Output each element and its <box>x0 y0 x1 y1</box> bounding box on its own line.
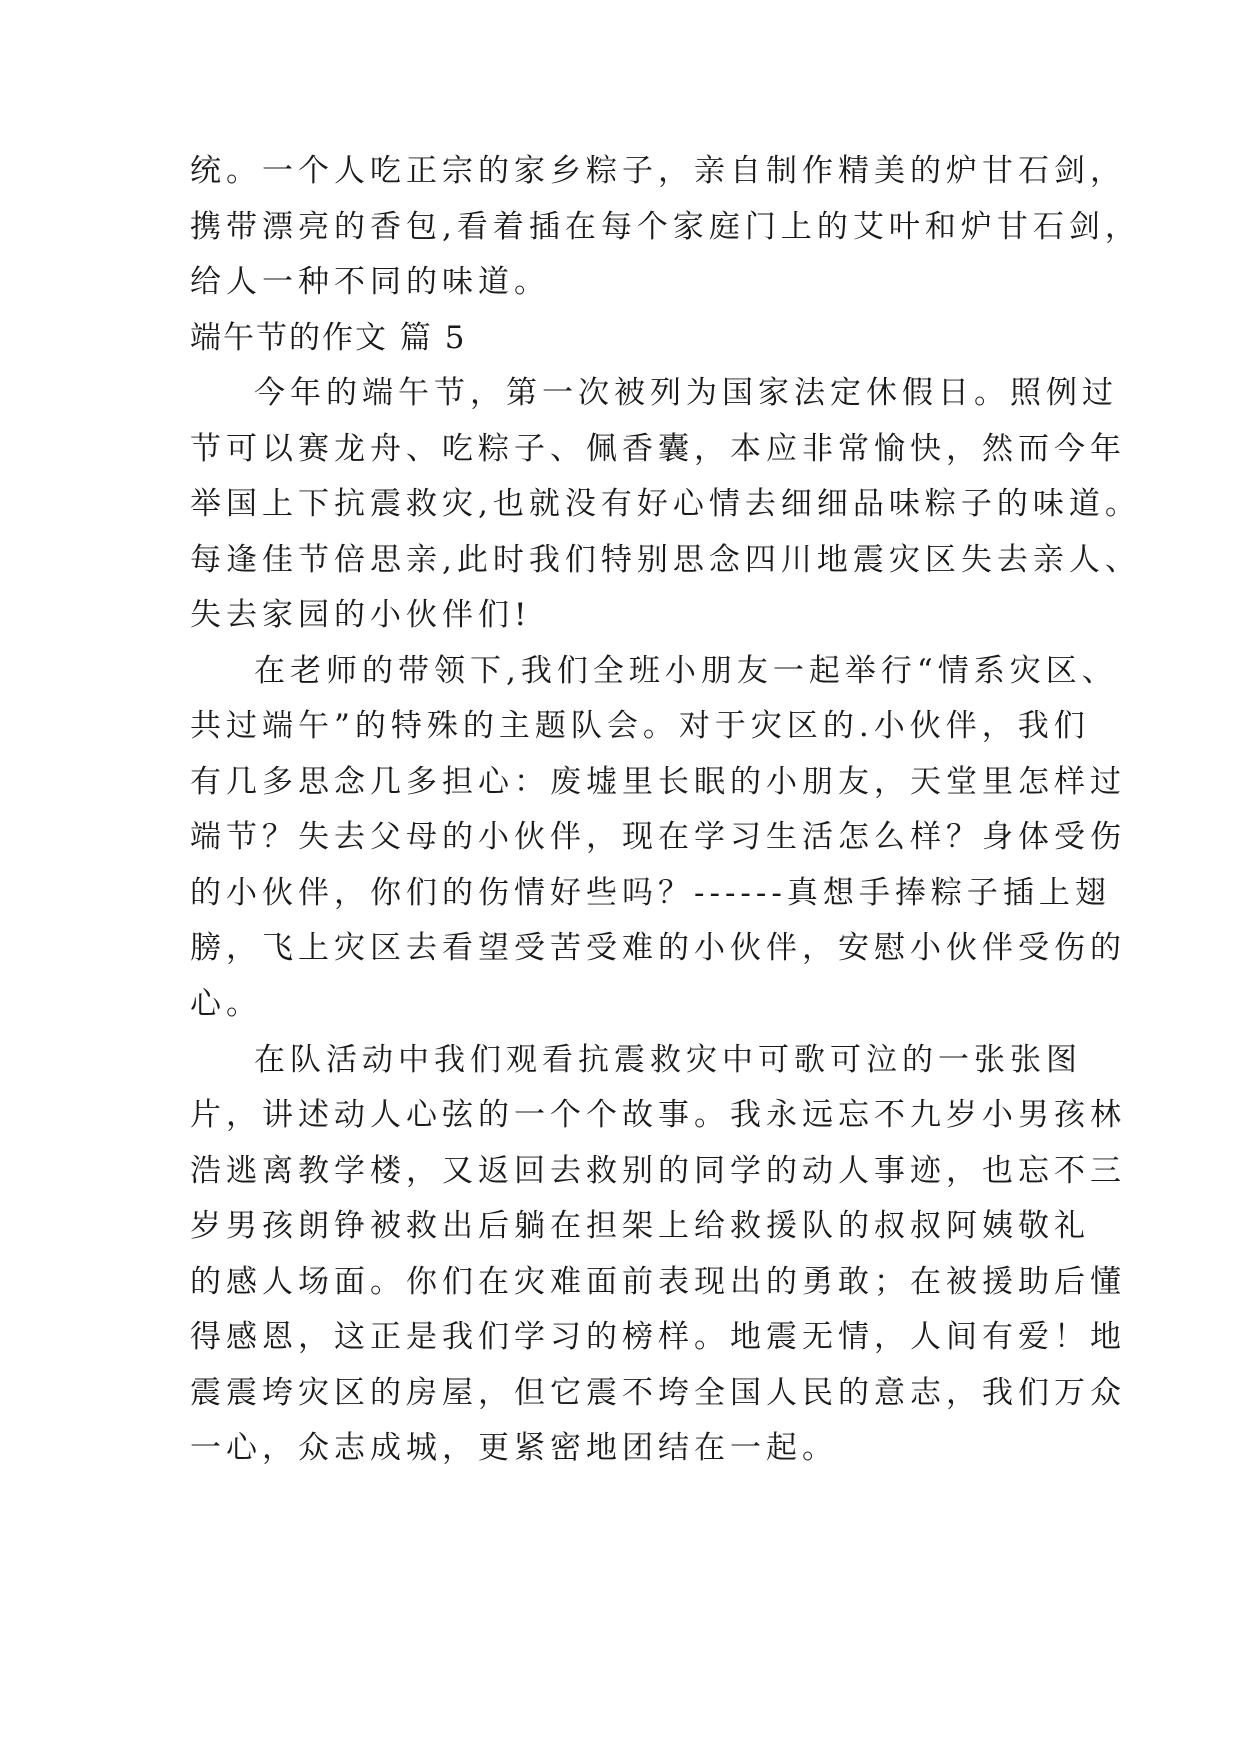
text-line: 举国上下抗震救灾,也就没有好心情去细细品味粽子的味道。 <box>190 486 1141 522</box>
paragraph-first-line: 今年的端午节，第一次被列为国家法定休假日。照例过 <box>254 375 1118 411</box>
text-line: 震震垮灾区的房屋，但它震不垮全国人民的意志，我们万众 <box>190 1375 1126 1411</box>
text-line: 端节？失去父母的小伙伴，现在学习生活怎么样？身体受伤 <box>190 819 1126 855</box>
section-heading: 端午节的作文 篇 5 <box>190 320 467 356</box>
text-line: 给人一种不同的味道。 <box>190 264 550 300</box>
text-line: 共过端午”的特殊的主题队会。对于灾区的.小伙伴，我们 <box>190 708 1090 744</box>
text-line: 的小伙伴，你们的伤情好些吗？------真想手捧粽子插上翅 <box>190 875 1111 911</box>
text-line: 统。一个人吃正宗的家乡粽子，亲自制作精美的炉甘石剑， <box>190 153 1126 189</box>
text-line: 岁男孩朗铮被救出后躺在担架上给救援队的叔叔阿姨敬礼 <box>190 1208 1090 1244</box>
text-line: 携带漂亮的香包,看着插在每个家庭门上的艾叶和炉甘石剑， <box>190 209 1141 245</box>
paragraph-first-line: 在队活动中我们观看抗震救灾中可歌可泣的一张张图 <box>254 1042 1082 1078</box>
text-line: 一心，众志成城，更紧密地团结在一起。 <box>190 1430 838 1466</box>
text-line: 有几多思念几多担心：废墟里长眠的小朋友，天堂里怎样过 <box>190 764 1126 800</box>
text-line: 膀，飞上灾区去看望受苦受难的小伙伴，安慰小伙伴受伤的 <box>190 930 1126 966</box>
text-line: 片，讲述动人心弦的一个个故事。我永远忘不九岁小男孩林 <box>190 1097 1126 1133</box>
text-line: 浩逃离教学楼，又返回去救别的同学的动人事迹，也忘不三 <box>190 1153 1126 1189</box>
text-line: 节可以赛龙舟、吃粽子、佩香囊，本应非常愉快，然而今年 <box>190 431 1126 467</box>
text-line: 的感人场面。你们在灾难面前表现出的勇敢；在被援助后懂 <box>190 1264 1126 1300</box>
text-line: 每逢佳节倍思亲,此时我们特别思念四川地震灾区失去亲人、 <box>190 542 1141 578</box>
text-line: 得感恩，这正是我们学习的榜样。地震无情，人间有爱！地 <box>190 1319 1126 1355</box>
text-line: 心。 <box>190 986 262 1022</box>
paragraph-first-line: 在老师的带领下,我们全班小朋友一起举行“情系灾区、 <box>254 653 1118 689</box>
text-line: 失去家园的小伙伴们! <box>190 597 532 633</box>
